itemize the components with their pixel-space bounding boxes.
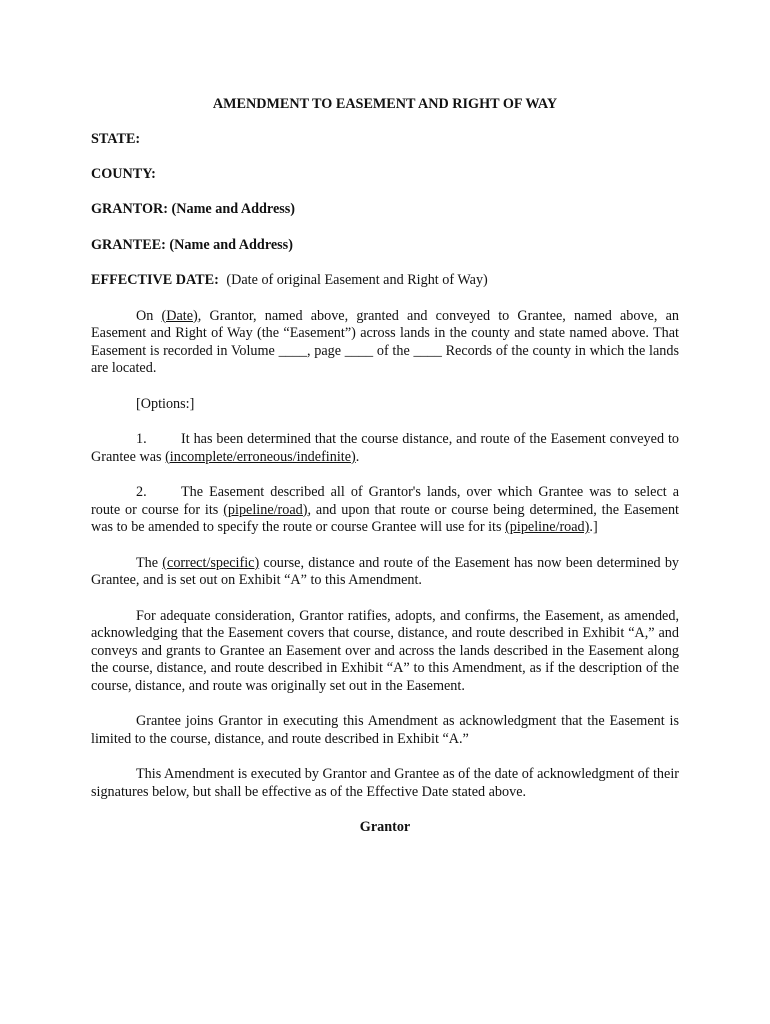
- intro-lead: On: [136, 307, 162, 324]
- intro-paragraph: [91, 308, 679, 378]
- option-2-text-b: , and upon that route or course being determined, the Easement was to be amended to specify the route or course Grantee will use for its: [91, 501, 680, 536]
- option-1-end: .: [355, 448, 360, 465]
- option-2-number: 2.: [136, 484, 147, 501]
- signature-heading-grantor: Grantor: [359, 819, 411, 836]
- determined-paragraph: [91, 555, 679, 590]
- effective-date-label: EFFECTIVE DATE:: [91, 272, 219, 289]
- option-1-text: It has been determined that the course distance, and route of the Easement conveyed to Grantee was: [91, 431, 679, 465]
- option-1-number: 1.: [136, 431, 147, 448]
- option-2-placeholder-b: (pipeline/road): [505, 519, 590, 536]
- document-page: [91, 86, 679, 837]
- option-2-text-a: The Easement described all of Grantor's lands, over which Grantee was to select a route or course for its: [91, 484, 679, 518]
- document-title: AMENDMENT TO EASEMENT AND RIGHT OF WAY: [212, 96, 558, 112]
- option-2-placeholder-a: (pipeline/road): [223, 501, 308, 518]
- county-field: COUNTY:: [91, 165, 156, 182]
- determined-lead: The: [136, 554, 163, 571]
- grantor-field: GRANTOR: (Name and Address): [91, 201, 296, 218]
- grantee-joins-paragraph: Grantee joins Grantor in executing this Amendment as acknowledgment that the Easement is limited to the course, distance, and route described in Exhibit “A.”: [91, 713, 679, 748]
- effective-date-note: (Date of original Easement and Right of Way): [226, 272, 488, 289]
- executed-paragraph: This Amendment is executed by Grantor and Grantee as of the date of acknowledgment of their signatures below, but shall be effective as of the Effective Date stated above.: [91, 766, 679, 800]
- option-2-end: .]: [589, 519, 598, 536]
- option-2-paragraph: [91, 484, 679, 537]
- options-label: [Options:]: [136, 395, 195, 412]
- date-placeholder: (Date): [161, 307, 198, 324]
- grantee-field: GRANTEE: (Name and Address): [91, 236, 293, 253]
- consideration-paragraph: For adequate consideration, Grantor ratifies, adopts, and confirms, the Easement, as amended, acknowledging that the Easement covers that course, distance, and route described in Exhibit “A,” and conveys and grants to Grantee an Easement over and across the lands described in the Easement along the course, distance, and route described in Exhibit “A” to this Amendment, as if the description of the course, distance, and route was originally set out in the Easement.: [91, 607, 679, 695]
- determined-rest: course, distance and route of the Easement has now been determined by Grantee, and is set out on Exhibit “A” to this Amendment.: [91, 554, 680, 589]
- option-1-placeholder: (incomplete/erroneous/indefinite): [165, 448, 356, 465]
- intro-rest: , Grantor, named above, granted and conveyed to Grantee, named above, an Easement and Right of Way (the “Easement”) across lands in the county and state named above. That Easement is recorded in Volume ____, page ____ of the ____ Records of the county in which the lands are located.: [91, 307, 679, 377]
- effective-date-field: [91, 272, 679, 290]
- state-field: STATE:: [91, 130, 141, 147]
- option-1-paragraph: [91, 431, 679, 466]
- determined-placeholder: (correct/specific): [162, 554, 260, 571]
